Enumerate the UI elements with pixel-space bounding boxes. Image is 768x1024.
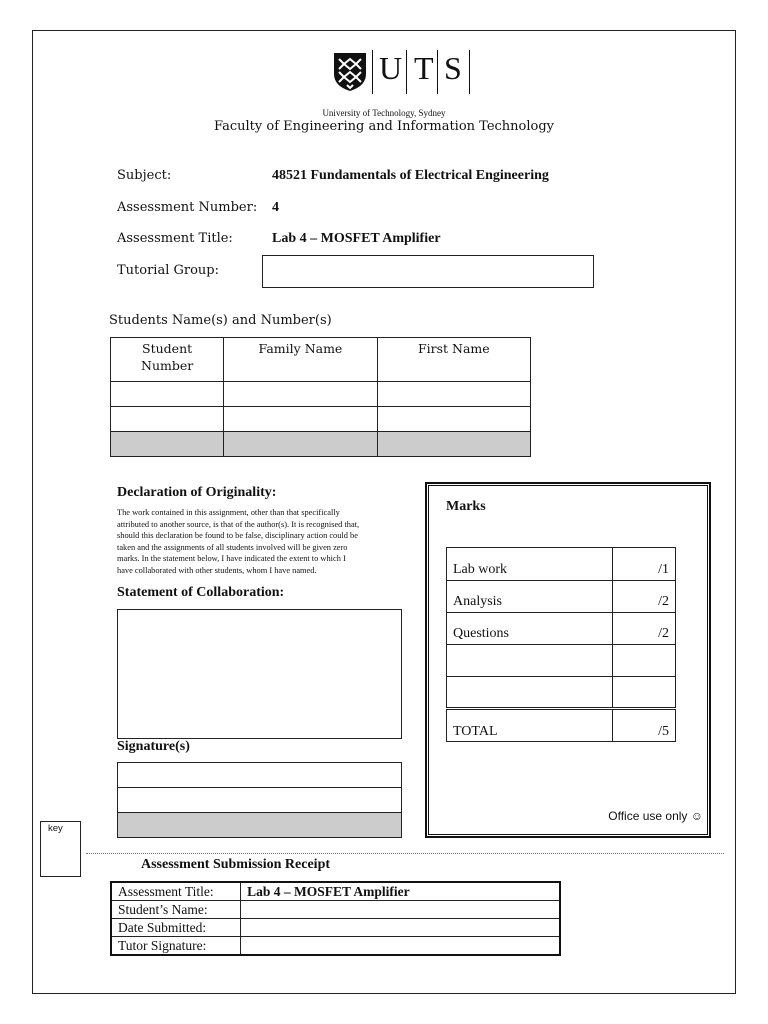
signature-table: [117, 762, 402, 838]
students-header-row: [111, 338, 531, 382]
receipt-row-label: Tutor Signature:: [111, 937, 241, 956]
marks-row-label: [447, 677, 613, 709]
student-number-cell[interactable]: [111, 407, 224, 432]
marks-row: [447, 645, 676, 677]
receipt-row-value[interactable]: [241, 901, 560, 919]
receipt-row-label: Student’s Name:: [111, 901, 241, 919]
assessment-title-value: Lab 4 – MOSFET Amplifier: [272, 231, 441, 246]
declaration-line: taken and the assignments of all students involved will be given zero: [117, 542, 348, 552]
receipt-row: [111, 919, 560, 937]
marks-row: [447, 581, 676, 613]
assessment-number-label: Assessment Number:: [117, 200, 258, 215]
receipt-title: Assessment Submission Receipt: [141, 857, 331, 872]
declaration-text: [117, 507, 427, 577]
declaration-line: The work contained in this assignment, other than that specifically: [117, 508, 340, 517]
marks-row-label: [447, 645, 613, 677]
receipt-row-value[interactable]: [241, 919, 560, 937]
students-section-title: Students Name(s) and Number(s): [109, 313, 332, 328]
signature-field[interactable]: [118, 763, 402, 788]
subject-label: Subject:: [117, 168, 172, 183]
signature-field[interactable]: [118, 788, 402, 813]
cut-line-divider: [86, 853, 724, 854]
marks-total-value[interactable]: /5: [613, 709, 676, 742]
faculty-name: Faculty of Engineering and Information Technology: [213, 119, 555, 134]
marks-table: [446, 547, 676, 742]
marks-row-value[interactable]: [613, 645, 676, 677]
marks-row: [447, 613, 676, 645]
logo-divider: [437, 50, 438, 94]
receipt-row-value[interactable]: [241, 937, 560, 956]
marks-row-label: Questions: [447, 613, 613, 645]
receipt-row-label: Date Submitted:: [111, 919, 241, 937]
declaration-line: should this declaration be found to be false, disciplinary action could be: [117, 531, 358, 541]
assessment-number-value: 4: [272, 200, 279, 215]
signature-title: Signature(s): [117, 739, 190, 754]
collaboration-statement-box[interactable]: [117, 609, 402, 739]
logo-divider: [372, 50, 373, 94]
table-row: [111, 432, 531, 457]
logo-divider: [406, 50, 407, 94]
first-name-cell[interactable]: [377, 382, 530, 407]
declaration-line: have collaborated with other students, whom I have named.: [117, 565, 317, 575]
declaration-title: Declaration of Originality:: [117, 485, 277, 500]
col-family-name: Family Name: [224, 338, 377, 382]
student-number-cell[interactable]: [111, 382, 224, 407]
students-table: [110, 337, 531, 457]
logo-letter-t: T: [414, 50, 434, 86]
logo-letter-s: S: [444, 50, 462, 86]
family-name-cell[interactable]: [224, 407, 377, 432]
marks-title: Marks: [446, 499, 486, 514]
declaration-line: attributed to another source, is that of the author(s). It is recognised that,: [117, 519, 360, 529]
marks-row: [447, 677, 676, 709]
uts-shield-logo-icon: [333, 52, 367, 92]
receipt-row: [111, 937, 560, 956]
receipt-row-label: Assessment Title:: [111, 882, 241, 901]
table-row: [111, 407, 531, 432]
assessment-title-label: Assessment Title:: [117, 231, 233, 246]
marks-row-value[interactable]: /2: [613, 613, 676, 645]
marks-row-value[interactable]: /2: [613, 581, 676, 613]
col-first-name: First Name: [377, 338, 530, 382]
subject-value: 48521 Fundamentals of Electrical Engineering: [272, 168, 549, 183]
family-name-cell[interactable]: [224, 432, 377, 457]
first-name-cell[interactable]: [377, 407, 530, 432]
tutorial-group-field[interactable]: [262, 255, 594, 288]
logo-divider: [469, 50, 470, 94]
office-use-note: Office use only ☺: [608, 809, 703, 823]
marks-row-value[interactable]: [613, 677, 676, 709]
marks-total-label: TOTAL: [447, 709, 613, 742]
logo-letter-u: U: [379, 50, 403, 86]
table-row: [111, 382, 531, 407]
receipt-row: [111, 882, 560, 901]
marks-row: [447, 548, 676, 581]
first-name-cell[interactable]: [377, 432, 530, 457]
receipt-table: [110, 881, 561, 956]
key-box: key: [40, 821, 81, 877]
receipt-row-value: Lab 4 – MOSFET Amplifier: [241, 882, 560, 901]
student-number-cell[interactable]: [111, 432, 224, 457]
marks-row-value[interactable]: /1: [613, 548, 676, 581]
declaration-line: marks. In the statement below, I have indicated the extent to which I: [117, 554, 346, 564]
family-name-cell[interactable]: [224, 382, 377, 407]
marks-row-label: Lab work: [447, 548, 613, 581]
receipt-row: [111, 901, 560, 919]
tutorial-group-label: Tutorial Group:: [117, 263, 220, 278]
marks-row-label: Analysis: [447, 581, 613, 613]
university-name: University of Technology, Sydney: [322, 108, 446, 118]
col-student-number: Student Number: [111, 338, 224, 382]
collaboration-title: Statement of Collaboration:: [117, 585, 285, 600]
marks-total-row: [447, 709, 676, 742]
signature-field[interactable]: [118, 813, 402, 838]
